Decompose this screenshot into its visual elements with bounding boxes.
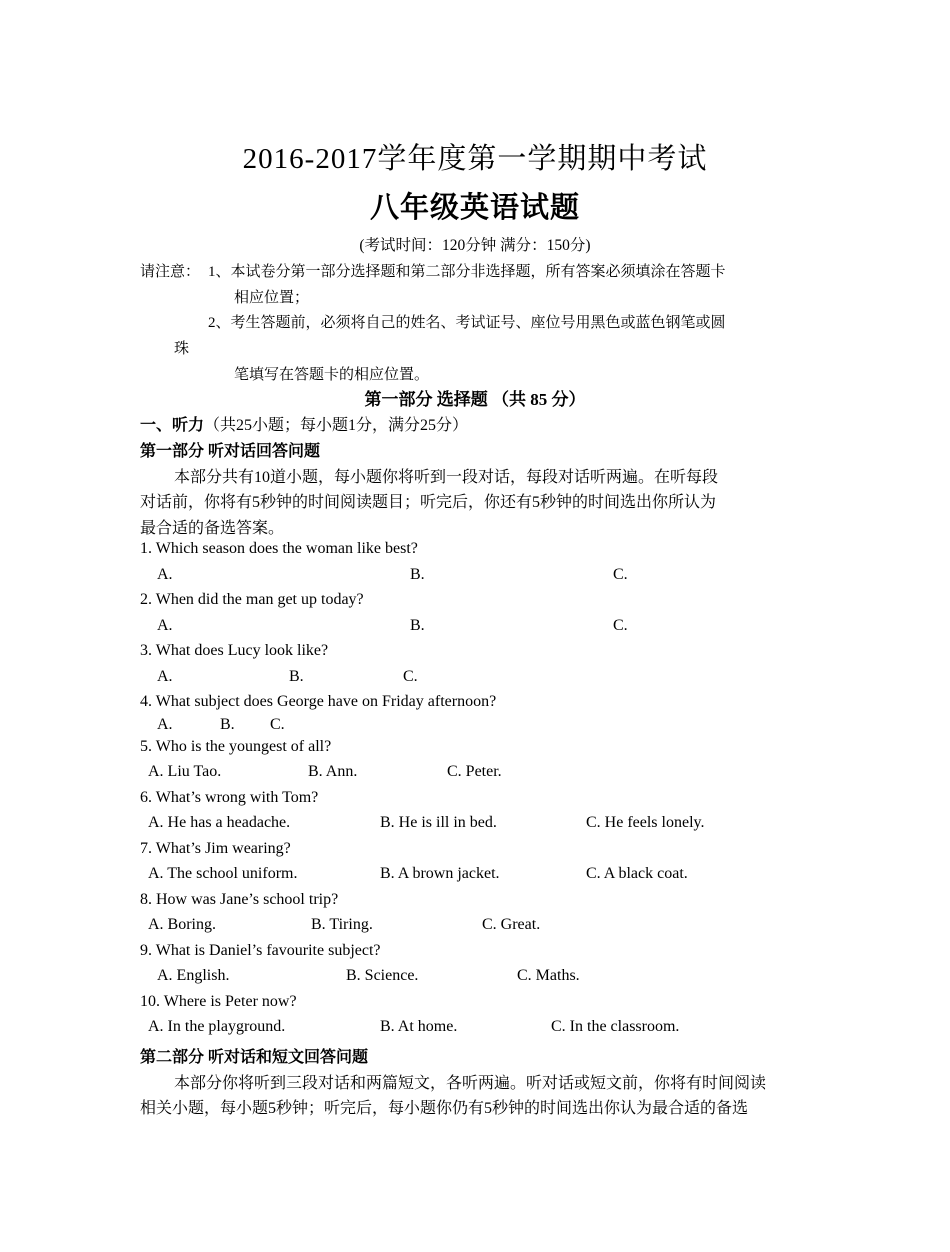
question-8: 8. How was Jane’s school trip? [140,891,339,908]
question-1-option-b: B. [410,566,425,583]
notice-item2-line3: 笔填写在答题卡的相应位置。 [234,367,430,383]
question-2: 2. When did the man get up today? [140,591,364,608]
question-7-option-a: A. The school uniform. [148,865,298,882]
question-1-option-c: C. [613,566,628,583]
question-9: 9. What is Daniel’s favourite subject? [140,942,381,959]
question-1-option-a: A. [157,566,173,583]
question-5: 5. Who is the youngest of all? [140,738,332,755]
notice-label: 请注意： [140,264,201,280]
section1-intro-line3: 最合适的备选答案。 [140,520,285,537]
question-7-option-c: C. A black coat. [586,865,688,882]
section2-intro-line1: 本部分你将听到三段对话和两篇短文，各听两遍。听对话或短文前，你将有时间阅读 [174,1075,767,1092]
notice-item1-line2: 相应位置； [234,290,310,306]
question-3-option-c: C. [403,668,418,685]
question-3-option-a: A. [157,668,173,685]
question-5-option-a: A. Liu Tao. [148,763,222,780]
section1-intro-line2: 对话前，你将有5秒钟的时间阅读题目；听完后，你还有5秒钟的时间选出你所认为 [140,494,717,511]
question-10-option-a: A. In the playground. [148,1018,286,1035]
notice-item2-line1: 2、考生答题前，必须将自己的姓名、考试证号、座位号用黑色或蓝色钢笔或圆 [208,315,726,331]
question-5-option-c: C. Peter. [447,763,502,780]
question-1: 1. Which season does the woman like best? [140,540,418,557]
question-3: 3. What does Lucy look like? [140,642,329,659]
question-2-option-b: B. [410,617,425,634]
listening-heading-bold: 一、听力 [140,417,205,434]
listening-heading [140,412,468,435]
question-6-option-c: C. He feels lonely. [586,814,705,831]
question-9-option-b: B. Science. [346,967,419,984]
question-4-option-b: B. [220,716,235,733]
exam-info: (考试时间：120分钟 满分：150分) [359,237,591,254]
exam-subtitle: 八年级英语试题 [369,190,580,224]
question-2-option-c: C. [613,617,628,634]
question-9-option-c: C. Maths. [517,967,580,984]
question-10-option-c: C. In the classroom. [551,1018,680,1035]
question-4: 4. What subject does George have on Friday afternoon? [140,693,497,710]
notice-item2-line2: 珠 [174,341,190,357]
section2-intro-line2: 相关小题，每小题5秒钟；听完后，每小题你仍有5秒钟的时间选出你认为最合适的备选 [140,1100,749,1117]
section1-title: 第一部分 听对话回答问题 [140,443,321,460]
part1-title: 第一部分 选择题 （共 85 分） [364,390,586,409]
question-3-option-b: B. [289,668,304,685]
question-7: 7. What’s Jim wearing? [140,840,291,857]
question-6-option-a: A. He has a headache. [148,814,291,831]
question-8-option-b: B. Tiring. [311,916,373,933]
question-10-option-b: B. At home. [380,1018,458,1035]
question-6: 6. What’s wrong with Tom? [140,789,319,806]
question-9-option-a: A. English. [157,967,230,984]
listening-heading-rest: （共25小题；每小题1分，满分25分） [204,417,469,434]
exam-title: 2016-2017学年度第一学期期中考试 [242,143,708,175]
question-2-option-a: A. [157,617,173,634]
question-7-option-b: B. A brown jacket. [380,865,500,882]
question-6-option-b: B. He is ill in bed. [380,814,497,831]
section1-intro-line1: 本部分共有10道小题，每小题你将听到一段对话，每段对话听两遍。在听每段 [174,469,719,486]
notice-item1-line1: 1、本试卷分第一部分选择题和第二部分非选择题，所有答案必须填涂在答题卡 [208,264,726,280]
question-8-option-a: A. Boring. [148,916,216,933]
question-8-option-c: C. Great. [482,916,541,933]
question-4-option-a: A. [157,716,173,733]
question-5-option-b: B. Ann. [308,763,358,780]
question-10: 10. Where is Peter now? [140,993,297,1010]
section2-title: 第二部分 听对话和短文回答问题 [140,1049,369,1066]
question-4-option-c: C. [270,716,285,733]
